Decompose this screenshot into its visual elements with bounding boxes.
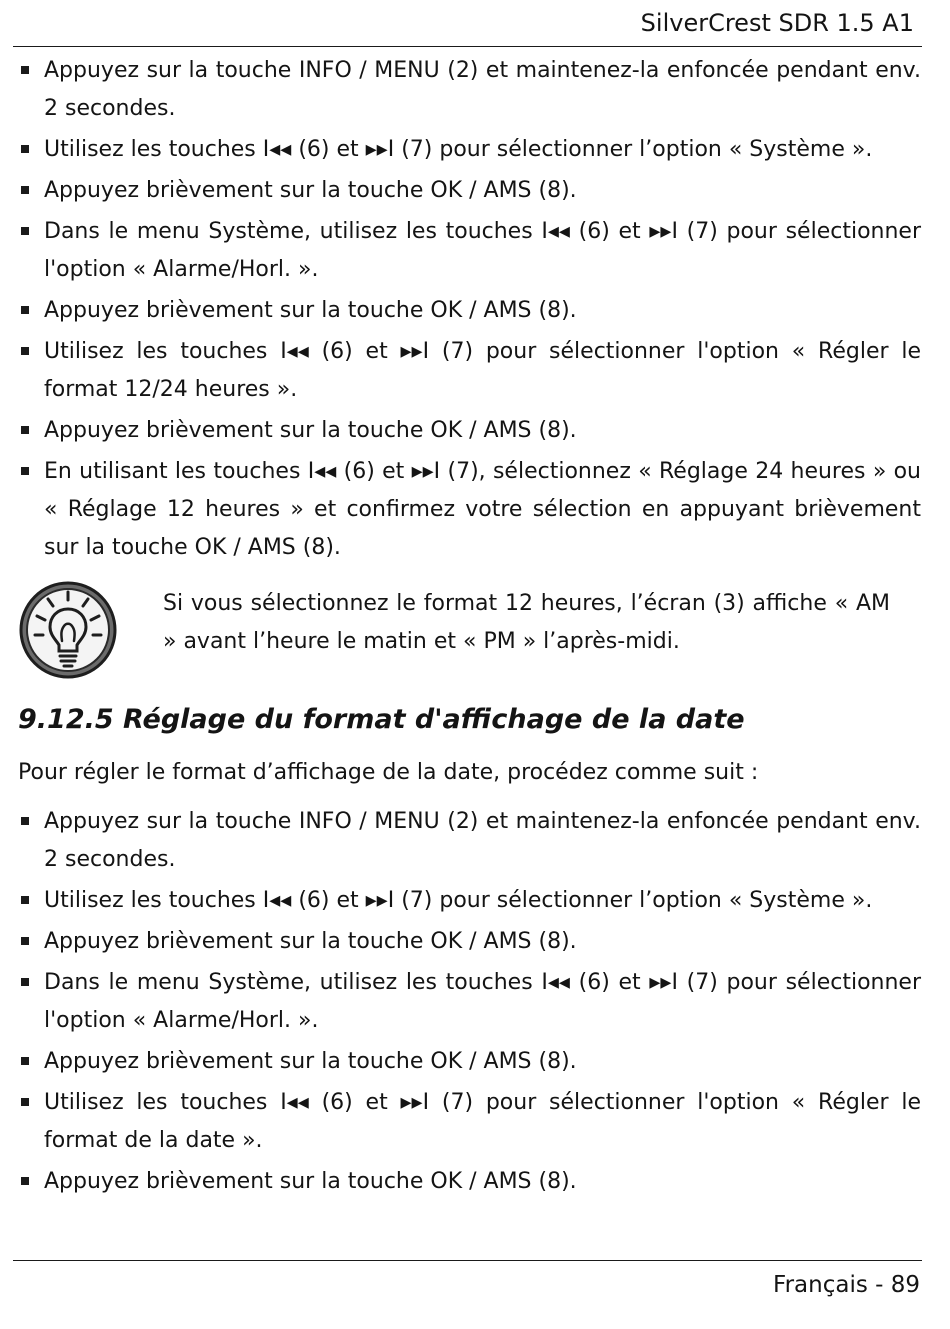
date-format-steps — [18, 803, 921, 1204]
list-item: Utilisez les touches I◂◂ (6) et ▸▸I (7) pour sélectionner l’option « Système ». — [18, 131, 921, 169]
header-title: SilverCrest SDR 1.5 A1 — [640, 9, 914, 37]
list-item: Utilisez les touches I◂◂ (6) et ▸▸I (7) pour sélectionner l'option « Régler le format 12/24 heures ». — [18, 333, 921, 409]
time-format-steps — [18, 52, 921, 570]
list-item: Appuyez brièvement sur la touche OK / AMS (8). — [18, 172, 921, 210]
list-item: Dans le menu Système, utilisez les touches I◂◂ (6) et ▸▸I (7) pour sélectionner l'option « Alarme/Horl. ». — [18, 964, 921, 1040]
header-divider — [13, 46, 922, 47]
list-item: Appuyez brièvement sur la touche OK / AMS (8). — [18, 923, 921, 961]
list-item: Utilisez les touches I◂◂ (6) et ▸▸I (7) pour sélectionner l’option « Système ». — [18, 882, 921, 920]
section-intro: Pour régler le format d’affichage de la date, procédez comme suit : — [18, 760, 759, 785]
list-item: En utilisant les touches I◂◂ (6) et ▸▸I (7), sélectionnez « Réglage 24 heures » ou « Réglage 12 heures » et confirmez votre sélection en appuyant brièvement sur la touche OK / AMS (8). — [18, 453, 921, 567]
tip-text: Si vous sélectionnez le format 12 heures, l’écran (3) affiche « AM » avant l’heure le matin et « PM » l’après-midi. — [163, 591, 890, 654]
list-item: Appuyez sur la touche INFO / MENU (2) et maintenez-la enfoncée pendant env. 2 secondes. — [18, 52, 921, 128]
list-item: Dans le menu Système, utilisez les touches I◂◂ (6) et ▸▸I (7) pour sélectionner l'option « Alarme/Horl. ». — [18, 213, 921, 289]
list-item: Appuyez brièvement sur la touche OK / AMS (8). — [18, 412, 921, 450]
list-item: Appuyez brièvement sur la touche OK / AMS (8). — [18, 292, 921, 330]
page-number: Français - 89 — [773, 1272, 920, 1298]
list-item: Appuyez sur la touche INFO / MENU (2) et maintenez-la enfoncée pendant env. 2 secondes. — [18, 803, 921, 879]
footer-divider — [13, 1260, 922, 1261]
list-item: Appuyez brièvement sur la touche OK / AMS (8). — [18, 1163, 921, 1201]
list-item: Utilisez les touches I◂◂ (6) et ▸▸I (7) pour sélectionner l'option « Régler le format de la date ». — [18, 1084, 921, 1160]
lightbulb-icon — [17, 580, 119, 680]
tip-note — [17, 580, 890, 680]
list-item: Appuyez brièvement sur la touche OK / AMS (8). — [18, 1043, 921, 1081]
section-heading: 9.12.5 Réglage du format d'affichage de la date — [18, 704, 745, 735]
